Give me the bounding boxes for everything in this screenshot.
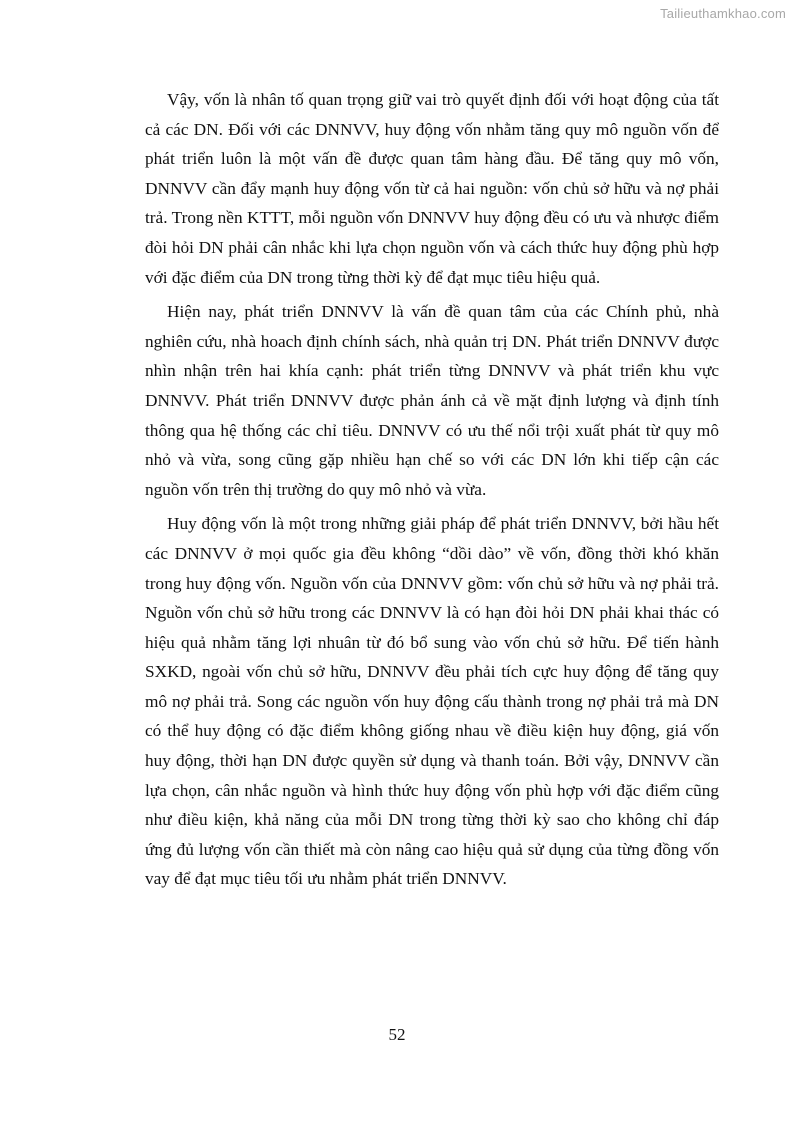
document-body bbox=[145, 85, 719, 894]
paragraph-2: Hiện nay, phát triển DNNVV là vấn đề quan tâm của các Chính phủ, nhà nghiên cứu, nhà hoach định chính sách, nhà quản trị DN. Phát triển DNNVV được nhìn nhận trên hai khía cạnh: phát triển từng DNNVV và phát triển khu vực DNNVV. Phát triển DNNVV được phản ánh cả về mặt định lượng và định tính thông qua hệ thống các chỉ tiêu. DNNVV có ưu thế nổi trội xuất phát từ quy mô nhỏ và vừa, song cũng gặp nhiều hạn chế so với các DN lớn khi tiếp cận các nguồn vốn trên thị trường do quy mô nhỏ và vừa. bbox=[145, 302, 719, 499]
paragraph-3: Huy động vốn là một trong những giải pháp để phát triển DNNVV, bởi hầu hết các DNNVV ở mọi quốc gia đều không “dồi dào” về vốn, đồng thời khó khăn trong huy động vốn. Nguồn vốn của DNNVV gồm: vốn chủ sở hữu và nợ phải trả. Nguồn vốn chủ sở hữu trong các DNNVV là có hạn đòi hỏi DN phải khai thác có hiệu quả nhằm tăng lợi nhuân từ đó bổ sung vào vốn chủ sở hữu. Để tiến hành SXKD, ngoài vốn chủ sở hữu, DNNVV đều phải tích cực huy động để tăng quy mô nợ phải trả. Song các nguồn vốn huy động cấu thành trong nợ phải trả mà DN có thể huy động có đặc điểm không giống nhau về điều kiện huy động, giá vốn huy động, thời hạn DN được quyền sử dụng và thanh toán. Bởi vậy, DNNVV cần lựa chọn, cân nhắc nguồn và hình thức huy động vốn phù hợp với đặc điểm cũng như điều kiện, khả năng của mỗi DN trong từng thời kỳ sao cho không chỉ đáp ứng đủ lượng vốn cần thiết mà còn nâng cao hiệu quả sử dụng của từng đồng vốn vay để đạt mục tiêu tối ưu nhằm phát triển DNNVV. bbox=[145, 514, 719, 889]
watermark: Tailieuthamkhao.com bbox=[660, 6, 786, 21]
paragraph-1: Vậy, vốn là nhân tố quan trọng giữ vai trò quyết định đối với hoạt động của tất cả các DN. Đối với các DNNVV, huy động vốn nhằm tăng quy mô nguồn vốn để phát triển luôn là một vấn đề được quan tâm hàng đầu. Để tăng quy mô vốn, DNNVV cần đẩy mạnh huy động vốn từ cả hai nguồn: vốn chủ sở hữu và nợ phải trả. Trong nền KTTT, mỗi nguồn vốn DNNVV huy động đều có ưu và nhược điểm đòi hỏi DN phải cân nhắc khi lựa chọn nguồn vốn và cách thức huy động phù hợp với đặc điểm của DN trong từng thời kỳ để đạt mục tiêu hiệu quả. bbox=[145, 90, 719, 287]
page-number: 52 bbox=[388, 1025, 406, 1044]
